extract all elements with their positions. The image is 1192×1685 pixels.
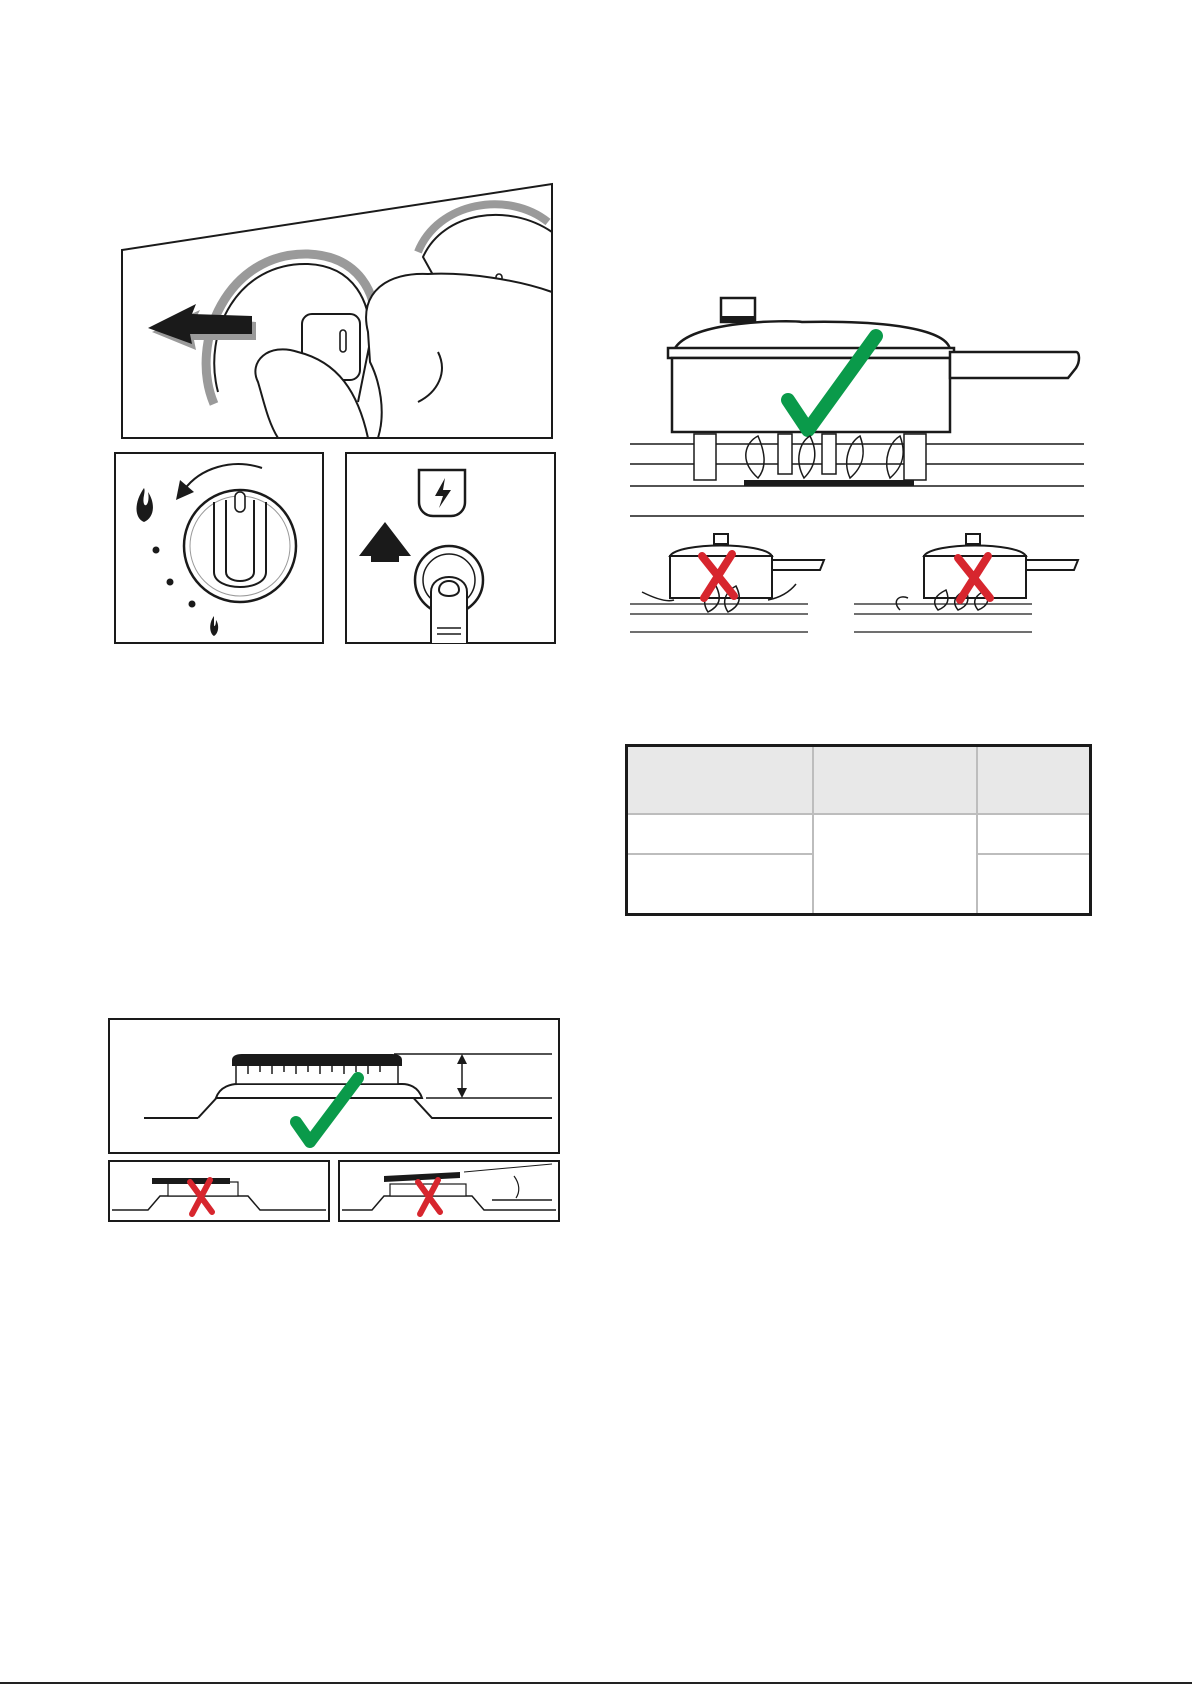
figure-burner-cap-wrong: [108, 1160, 560, 1222]
table-cell: [977, 814, 1091, 854]
table-row: [627, 814, 1091, 854]
figure-knob-push: [118, 182, 554, 440]
lightning-icon: [419, 470, 465, 516]
table-header: [627, 746, 814, 815]
pan-icon: [924, 534, 1078, 598]
page-bottom-rule: [0, 1682, 1192, 1684]
pan-icon: [670, 534, 824, 598]
table-cell: [627, 814, 814, 854]
figure-burner-cap: [108, 1018, 560, 1154]
table-header-row: [627, 746, 1091, 815]
table-header: [977, 746, 1091, 815]
pan-icon: [668, 298, 1079, 432]
knob-icon: [184, 490, 296, 602]
figure-pan-wrong: [628, 528, 1088, 638]
table-header: [813, 746, 977, 815]
table-cell: [627, 854, 814, 915]
table-cell: [813, 814, 977, 915]
figure-pan-correct: [628, 290, 1088, 520]
burner-table: [625, 744, 1092, 916]
table-cell: [977, 854, 1091, 915]
figure-knob-turn: [114, 452, 324, 644]
finger-icon: [431, 577, 467, 644]
figure-ignition: [345, 452, 556, 644]
